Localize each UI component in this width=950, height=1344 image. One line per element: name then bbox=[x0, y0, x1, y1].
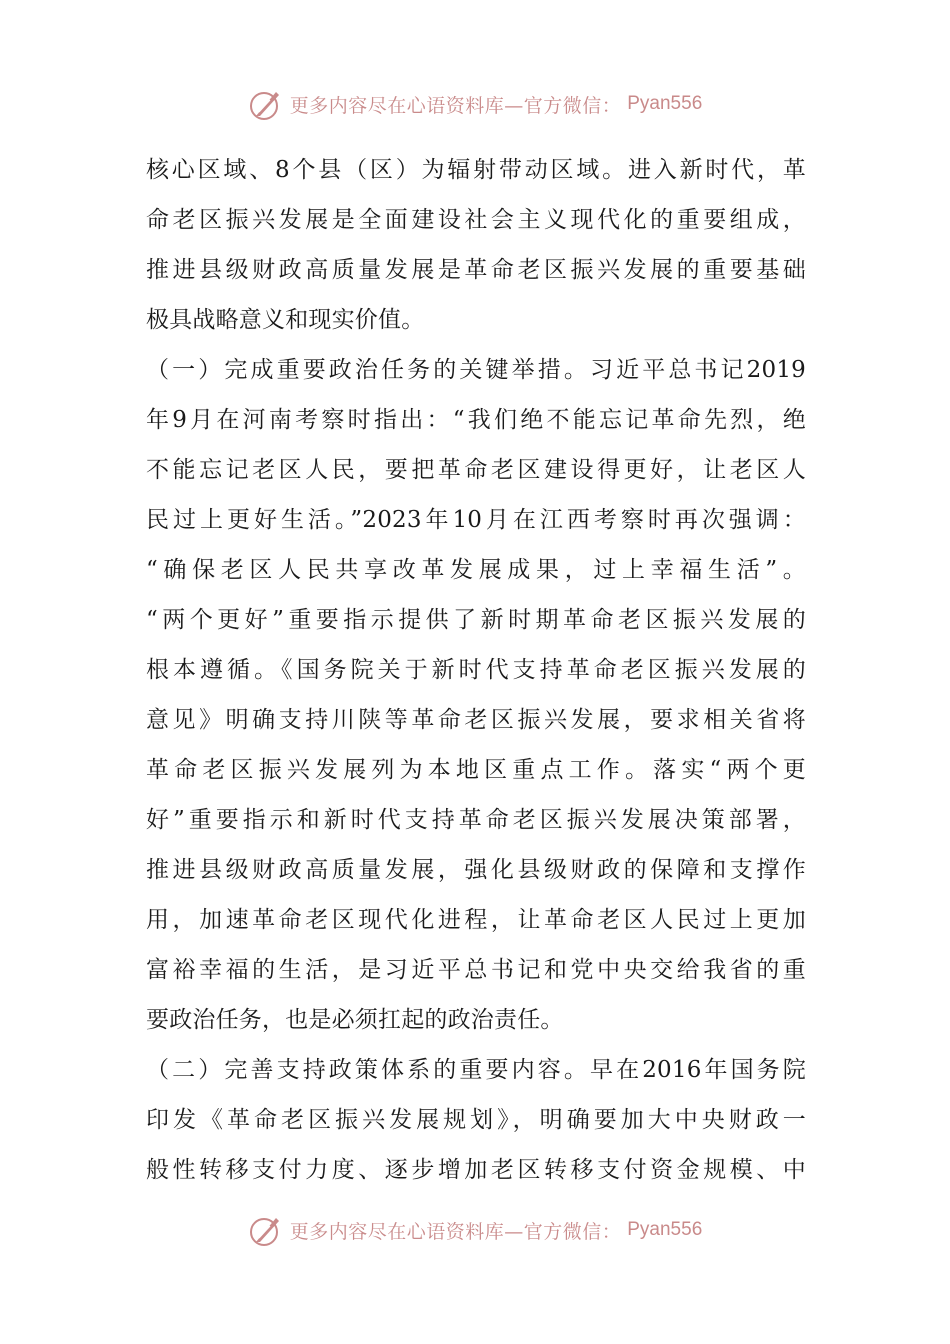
banner-text: 更多内容尽在心语资料库—官方微信： bbox=[289, 94, 622, 117]
body-line: “确保老区人民共享改革发展成果，过上幸福生活”。 bbox=[146, 557, 806, 583]
banner-wechat-id: Pyan556 bbox=[627, 1219, 703, 1240]
body-line: 富裕幸福的生活，是习近平总书记和党中央交给我省的重 bbox=[146, 957, 806, 983]
body-line: 用，加速革命老区现代化进程，让革命老区人民过上更加 bbox=[146, 907, 806, 933]
body-line: 意见》明确支持川陕等革命老区振兴发展，要求相关省将 bbox=[146, 707, 806, 733]
section-heading-line: （二）完善支持政策体系的重要内容。早在2016年国务院 bbox=[146, 1057, 806, 1083]
body-line: 根本遵循。《国务院关于新时代支持革命老区振兴发展的 bbox=[146, 657, 806, 683]
body-line: “两个更好”重要指示提供了新时期革命老区振兴发展的 bbox=[146, 607, 806, 633]
banner-text: 更多内容尽在心语资料库—官方微信： bbox=[289, 1220, 622, 1243]
body-line: 推进县级财政高质量发展，强化县级财政的保障和支撑作 bbox=[146, 857, 806, 883]
body-line: 好”重要指示和新时代支持革命老区振兴发展决策部署， bbox=[146, 807, 806, 833]
body-line: 印发《革命老区振兴发展规划》，明确要加大中央财政一 bbox=[146, 1107, 806, 1133]
banner-wechat-id: Pyan556 bbox=[627, 93, 703, 114]
body-line: 民过上更好生活。”2023年10月在江西考察时再次强调： bbox=[146, 507, 806, 533]
body-line: 要政治任务，也是必须扛起的政治责任。 bbox=[146, 1007, 564, 1033]
section-heading-line: （一）完成重要政治任务的关键举措。习近平总书记2019 bbox=[146, 357, 806, 383]
body-line: 般性转移支付力度、逐步增加老区转移支付资金规模、中 bbox=[146, 1157, 806, 1183]
body-line: 命老区振兴发展是全面建设社会主义现代化的重要组成， bbox=[146, 207, 806, 233]
header-watermark-banner bbox=[0, 84, 950, 124]
body-line: 革命老区振兴发展列为本地区重点工作。落实“两个更 bbox=[146, 757, 806, 783]
body-line: 年9月在河南考察时指出：“我们绝不能忘记革命先烈，绝 bbox=[146, 407, 806, 433]
quill-logo-icon bbox=[248, 1212, 284, 1248]
document-body bbox=[146, 145, 806, 1195]
footer-watermark-banner bbox=[0, 1210, 950, 1250]
quill-logo-icon bbox=[248, 86, 284, 122]
body-line: 不能忘记老区人民，要把革命老区建设得更好，让老区人 bbox=[146, 457, 806, 483]
body-line: 核心区域、8个县（区）为辐射带动区域。进入新时代，革 bbox=[146, 157, 806, 183]
body-line: 推进县级财政高质量发展是革命老区振兴发展的重要基础 bbox=[146, 257, 806, 283]
body-line: 极具战略意义和现实价值。 bbox=[146, 307, 425, 333]
